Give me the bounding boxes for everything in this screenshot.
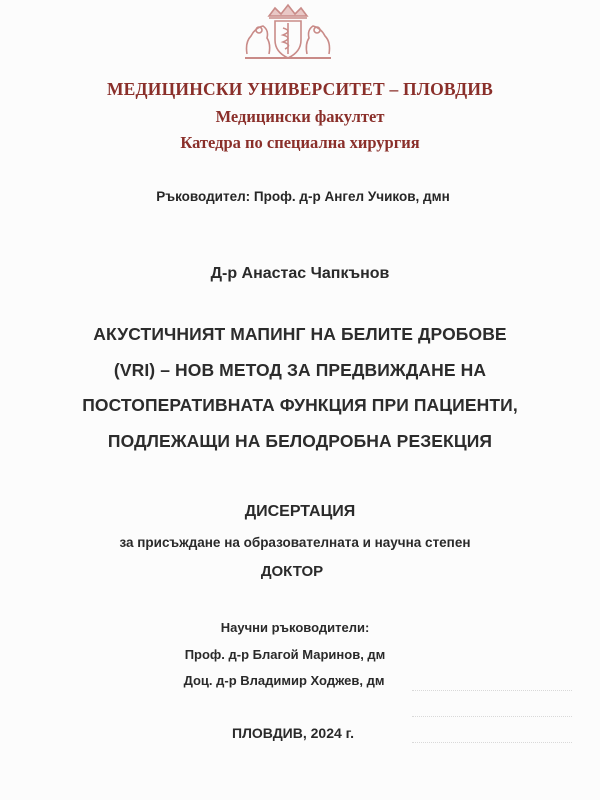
advisors-label: Научни ръководители: xyxy=(220,620,370,635)
title-line: ПОДЛЕЖАЩИ НА БЕЛОДРОБНА РЕЗЕКЦИЯ xyxy=(107,430,493,451)
title-line: АКУСТИЧНИЯТ МАПИНГ НА БЕЛИТЕ ДРОБОВЕ xyxy=(93,324,507,344)
department-name: Катедра по специална хирургия xyxy=(180,133,420,152)
bleed-through-line xyxy=(412,690,572,692)
thesis-purpose: за присъждане на образователната и научна степен xyxy=(119,535,471,550)
advisor-name: Проф. д-р Благой Маринов, дм xyxy=(184,647,386,662)
university-name: МЕДИЦИНСКИ УНИВЕРСИТЕТ – ПЛОВДИВ xyxy=(106,79,494,99)
author-name: Д-р Анастас Чапкънов xyxy=(210,265,390,282)
university-crest-icon xyxy=(239,2,337,62)
degree-name: ДОКТОР xyxy=(260,563,324,580)
advisor-name: Доц. д-р Владимир Ходжев, дм xyxy=(183,673,385,688)
title-line: (VRI) – НОВ МЕТОД ЗА ПРЕДВИЖДАНЕ НА xyxy=(113,359,487,380)
supervisor-line: Ръководител: Проф. д-р Ангел Учиков, дмн xyxy=(156,189,450,204)
title-line: ПОСТОПЕРАТИВНАТА ФУНКЦИЯ ПРИ ПАЦИЕНТИ, xyxy=(82,395,518,415)
bleed-through-line xyxy=(412,716,572,718)
faculty-name: Медицински факултет xyxy=(215,107,385,126)
bleed-through-line xyxy=(412,742,572,744)
dissertation-title xyxy=(0,317,600,459)
thesis-heading: ДИСЕРТАЦИЯ xyxy=(244,503,356,520)
place-and-year: ПЛОВДИВ, 2024 г. xyxy=(232,725,354,741)
